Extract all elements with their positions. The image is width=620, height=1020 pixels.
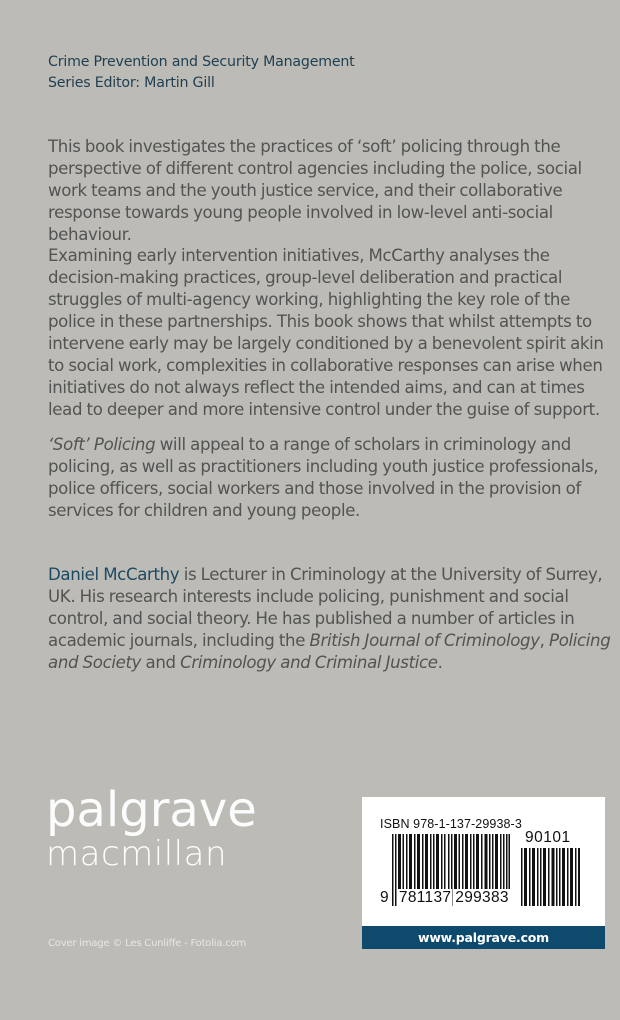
blurb-paragraph-3 [48,434,614,522]
bio-text: is Lecturer in Criminology at the University of Surrey, UK. His research interests include policing, punishment and social control, and social theory. He has published a number of articles in academic journals, including the [48,565,603,650]
publisher-url: www.palgrave.com [362,926,605,949]
barcode-first-digit: 9 [380,889,389,906]
blurb-text: Examining early intervention initiatives, McCarthy analyses the decision-making practices, group-level deliberation and practical struggles of multi-agency working, highlighting the key role of the police in these partnerships. This book shows that whilst attempts to intervene early may be largely conditioned by a benevolent spirit akin to social work, complexities in collaborative responses can arise when initiatives do not always reflect the intended aims, and can at times lead to deeper and more intensive control under the guise of support. [48,246,604,419]
author-bio [48,564,614,674]
blurb-paragraph-2 [48,245,614,421]
author-name: Daniel McCarthy [48,565,180,584]
book-title: ‘Soft’ Policing [48,435,156,454]
series-title: Crime Prevention and Security Management [48,54,355,70]
logo-line-2: macmillan [46,834,227,874]
blurb-text: will appeal to a range of scholars in criminology and policing, as well as practitioners including youth justice professionals, police officers, social workers and those involved in the provision of services for children and young people. [48,435,599,520]
journal-title: Criminology and Criminal Justice [180,653,438,672]
logo-line-1: palgrave [46,782,257,838]
blurb-text: This book investigates the practices of ‘soft’ policing through the perspective of different control agencies including the police, social work teams and the youth justice service, and their collaborative response towards young people involved in low-level anti-social behaviour. [48,137,582,244]
journal-title: Policing and Society [48,631,611,672]
barcode-group-1: 781137 [398,889,452,906]
barcode-digits [380,889,510,907]
publisher-logo [46,782,257,874]
separator: and [141,653,181,672]
barcode-addon-icon [521,848,581,906]
series-header [48,52,355,94]
isbn-barcode-box [362,797,605,949]
cover-image-credit: Cover image © Les Cunliffe - Fotolia.com [48,938,247,949]
addon-digits: 90101 [525,829,571,846]
isbn-label: ISBN 978-1-137-29938-3 [380,817,522,831]
journal-title: British Journal of Criminology [309,631,540,650]
separator: , [539,631,550,650]
barcode-group-2: 299383 [455,889,509,906]
separator: . [437,653,443,672]
blurb-paragraph-1 [48,136,614,246]
series-editor: Series Editor: Martin Gill [48,75,215,91]
